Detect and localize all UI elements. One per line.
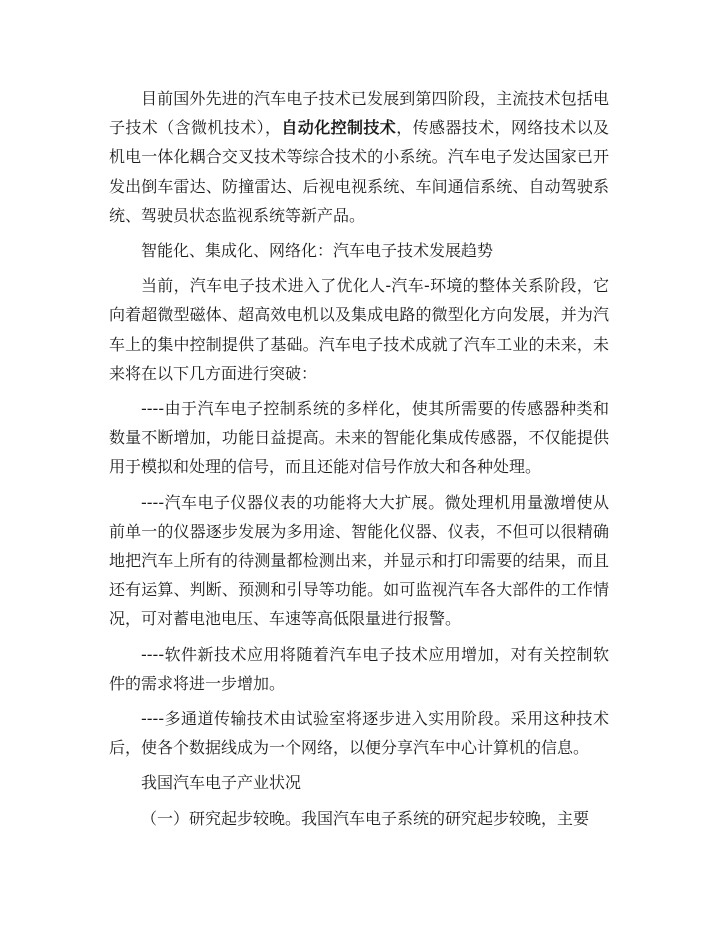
paragraph-multichannel: ----多通道传输技术由试验室将逐步进入实用阶段。采用这种技术后，使各个数据线成为一个网络，以便分享汽车中心计算机的信息。 xyxy=(109,709,609,758)
paragraph-sensors: ----由于汽车电子控制系统的多样化，使其所需要的传感器种类和数量不断增加，功能日益提高。未来的智能化集成传感器，不仅能提供用于模拟和处理的信号，而且还能对信号作放大和各种处理。 xyxy=(109,399,609,477)
paragraph-instruments: ----汽车电子仪器仪表的功能将大大扩展。微处理机用量激增使从前单一的仪器逐步发展为多用途、智能化仪器、仪表，不但可以很精确地把汽车上所有的待测量都检测出来，并显示和打印需要的结果，而且还有运算、判断、预测和引导等功能。如可监视汽车各大部件的工作情况，可对蓄电池电压、车速等高低限量进行报警。 xyxy=(109,492,609,629)
paragraph-software: ----软件新技术应用将随着汽车电子技术应用增加，对有关控制软件的需求将进一步增加。 xyxy=(109,644,609,693)
paragraph-late-start: （一）研究起步较晚。我国汽车电子系统的研究起步较晚，主要 xyxy=(141,808,590,828)
section-heading-domestic-industry: 我国汽车电子产业状况 xyxy=(141,773,302,793)
bold-term-automation-control: 自动化控制技术 xyxy=(281,118,397,138)
paragraph-text: 目前国外先进的汽车电子技术已发展到第四阶段，主流技术包括电子技术（含微机技术）， xyxy=(109,89,609,138)
document-body xyxy=(109,84,609,839)
paragraph-current-stage: 当前，汽车电子技术进入了优化人-汽车-环境的整体关系阶段，它向着超微型磁体、超高效电机以及集成电路的微型化方向发展，并为汽车上的集中控制提供了基础。汽车电子技术成就了汽车工业的未来，未来将在以下几方面进行突破： xyxy=(109,276,609,383)
section-heading-trends: 智能化、集成化、网络化：汽车电子技术发展趋势 xyxy=(141,241,494,261)
paragraph-text: ，传感器技术，网络技术以及机电一体化耦合交叉技术等综合技术的小系统。汽车电子发达国家已开发出倒车雷达、防撞雷达、后视电视系统、车间通信系统、自动驾驶系统、驾驶员状态监视系统等新产品。 xyxy=(109,118,609,225)
paragraph-advanced-tech-overview xyxy=(109,84,609,230)
